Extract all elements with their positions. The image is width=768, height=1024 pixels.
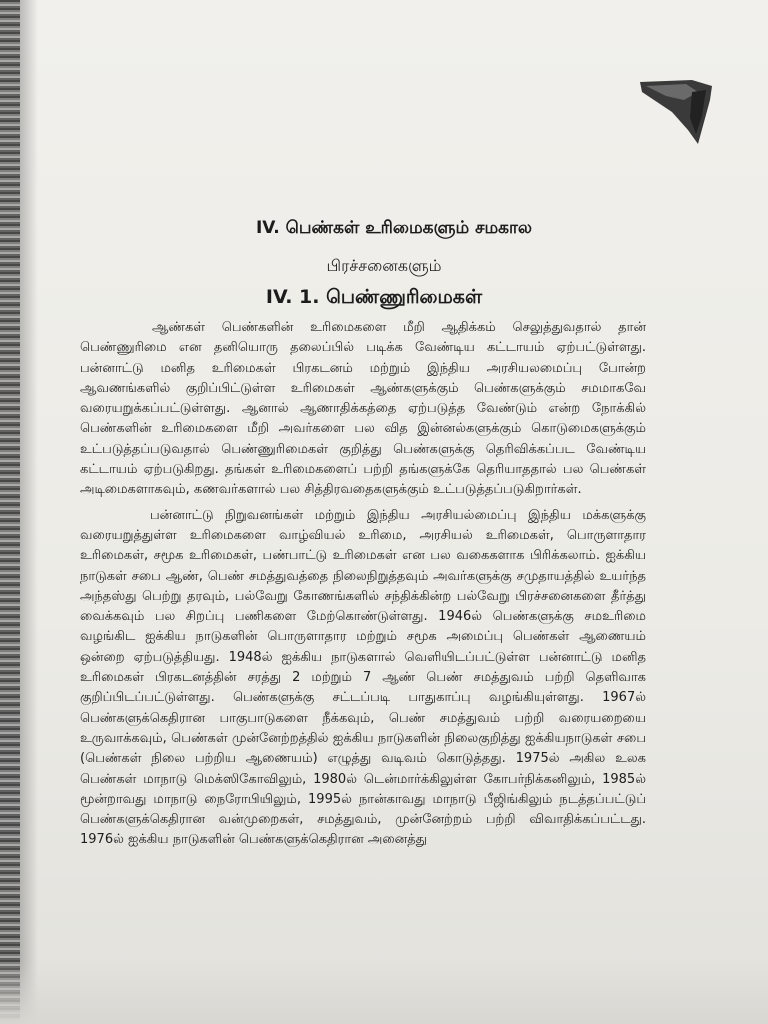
corner-smudge [636, 78, 716, 148]
binding-edge [0, 0, 20, 1024]
bottom-shadow [0, 960, 768, 1024]
chapter-title-continued: பிரச்சனைகளும் [326, 256, 442, 275]
paragraph-2: பன்னாட்டு நிறுவனங்கள் மற்றும் இந்திய அரசியல்மைப்பு இந்திய மக்களுக்கு வரையறுத்துள்ள உரிமைகளை வாழ்வியல் உரிமை, அரசியல் உரிமைகள், பொருளாதார உரிமைகள், சமூக உரிமைகள், பண்பாட்டு உரிமைகள் என பல வகைகளாக பிரிக்கலாம். ஐக்கிய நாடுகள் சபை ஆண், பெண் சமத்துவத்தை நிலைநிறுத்தவும் அவர்களுக்கு சமுதாயத்தில் உயர்ந்த அந்தஸ்து பெற்று தரவும், பல்வேறு கோணங்களில் சந்திக்கின்ற பல்வேறு பிரச்சனைகளை தீர்த்து வைக்கவும் பல சிறப்பு பணிகளை மேற்கொண்டுள்ளது. 1946ல் பெண்களுக்கு சமஉரிமை வழங்கிட ஐக்கிய நாடுகளின் பொருளாதார மற்றும் சமூக அமைப்பு பெண்கள் ஆணையம் ஒன்றை ஏற்படுத்தியது. 1948ல் ஐக்கிய நாடுகளால் வெளியிடப்பட்டுள்ள பன்னாட்டு மனித உரிமைகள் பிரகடனத்தின் சரத்து 2 மற்றும் 7 ஆண் பெண் சமத்துவம் பற்றி தெளிவாக குறிப்பிடப்பட்டுள்ளது. பெண்களுக்கு சட்டப்படி பாதுகாப்பு வழங்கியுள்ளது. 1967ல் பெண்களுக்கெதிரான பாகுபாடுகளை நீக்கவும், பெண் சமத்துவம் பற்றி வரையறையை உருவாக்கவும், பெண்கள் முன்னேற்றத்தில் ஐக்கிய நாடுகளின் நிலைகுறித்து ஐக்கியநாடுகள் சபை (பெண்கள் நிலை பற்றிய ஆணையம்) எழுத்து வடிவம் கொடுத்தது. 1975ல் அகில உலக பெண்கள் மாநாடு மெக்ஸிகோவிலும், 1980ல் டென்மார்க்கிலுள்ள கோபர்நிக்கனிலும், 1985ல் மூன்றாவது மாநாடு நைரோபியிலும், 1995ல் நான்காவது மாநாடு பீஜிங்கிலும் நடத்தப்பட்டுப் பெண்களுக்கெதிரான வன்முறைகள், சமத்துவம், முன்னேற்றம் பற்றி விவாதிக்கப்பட்டது. 1976ல் ஐக்கிய நாடுகளின் பெண்களுக்கெதிரான அனைத்து [80, 507, 646, 848]
binding-shadow [20, 0, 38, 1024]
paragraph-1: ஆண்கள் பெண்களின் உரிமைகளை மீறி ஆதிக்கம் செலுத்துவதால் தான் பெண்ணுரிமை என தனியொரு தலைப்பில் படிக்க வேண்டிய கட்டாயம் ஏற்பட்டுள்ளது. பன்னாட்டு மனித உரிமைகள் பிரகடனம் மற்றும் இந்திய அரசியலமைப்பு போன்ற ஆவணங்களில் குறிப்பிட்டுள்ள உரிமைகள் ஆண்களுக்கும் பெண்களுக்கும் சமமாகவே வரையறுக்கப்பட்டுள்ளது. ஆனால் ஆணாதிக்கத்தை ஏற்படுத்த வேண்டும் என்ற நோக்கில் பெண்களின் உரிமைகளை மீறி அவர்களை பல வித இன்னல்களுக்கும் கொடுமைகளுக்கும் உட்படுத்தப்படுவதால் பெண்ணுரிமைகள் குறித்து பெண்களுக்கு தெரிவிக்கப்பட வேண்டிய கட்டாயம் ஏற்படுகிறது. தங்கள் உரிமைகளைப் பற்றி தங்களுக்கே தெரியாததால் பல பெண்கள் அடிமைகளாகவும், கணவர்களால் பல சித்திரவதைகளுக்கும் உட்படுத்தப்படுகிறார்கள். [80, 320, 646, 498]
chapter-title: IV. பெண்கள் உரிமைகளும் சமகால [255, 218, 533, 238]
body-text [80, 318, 646, 851]
section-heading: IV. 1. பெண்ணுரிமைகள் [265, 286, 483, 308]
